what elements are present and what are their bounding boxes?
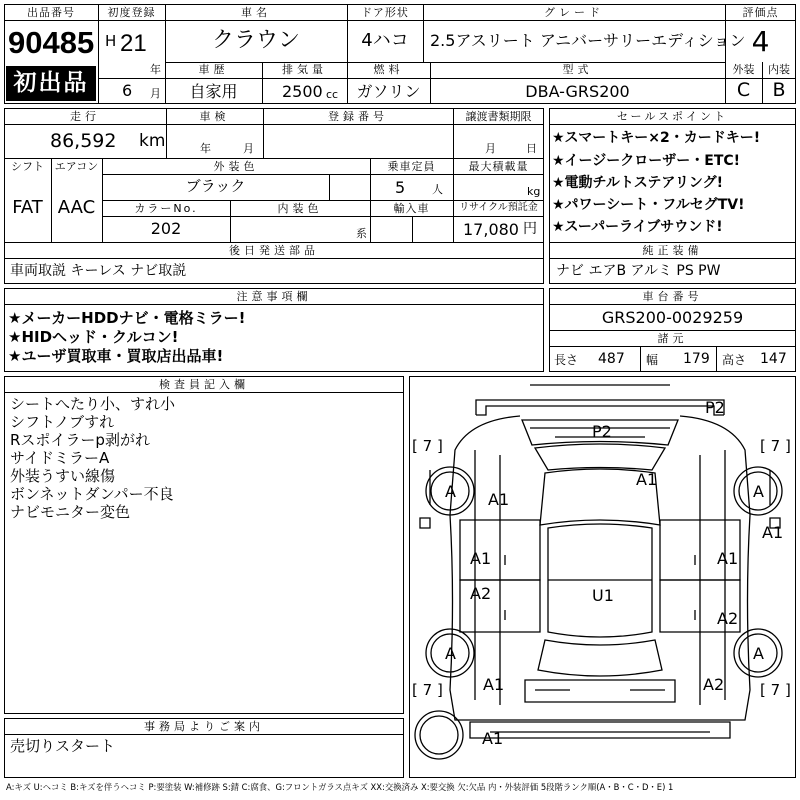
door-label: ドア形状 xyxy=(361,6,409,19)
height-label: 高さ xyxy=(722,353,747,367)
width-label: 幅 xyxy=(646,353,659,367)
score: 4 xyxy=(751,25,770,58)
exterior-label: 外装 xyxy=(732,63,755,76)
dims-label: 諸元 xyxy=(657,332,688,345)
selling-point-item: ★スーパーライブサウンド! xyxy=(552,219,723,235)
mark-a1-rl: A1 xyxy=(483,675,505,694)
int-color-unit: 系 xyxy=(356,227,367,240)
inspector-item: 外装うすい線傷 xyxy=(10,467,116,485)
mark-a2-rr: A2 xyxy=(703,675,725,694)
recycle-unit: 円 xyxy=(523,221,537,237)
shift-label: シフト xyxy=(11,160,44,173)
color-label: 外装色 xyxy=(213,160,259,173)
transfer-label: 譲渡書類期限 xyxy=(465,110,532,123)
tire-rl: 7 xyxy=(422,681,433,699)
mileage-unit: km xyxy=(139,131,166,151)
inspector-item: シフトノブすれ xyxy=(10,413,115,431)
tire-bracket-rl: [ 7 ] xyxy=(412,681,443,699)
note-item: ★HIDヘッド・クルコン! xyxy=(8,328,179,346)
length: 487 xyxy=(598,351,625,367)
import-label: 輸入車 xyxy=(393,202,430,215)
first-reg-era: H xyxy=(105,32,117,50)
inspector-item: シートへたり小、すれ小 xyxy=(10,395,176,413)
transfer-day-unit: 日 xyxy=(526,142,537,155)
load-label: 最大積載量 xyxy=(468,160,529,173)
mark-a1-fl-fender: A1 xyxy=(488,490,510,509)
exterior-grade: C xyxy=(736,79,751,101)
recycle: 17,080 xyxy=(463,220,519,239)
tire-fl: 7 xyxy=(422,437,433,455)
color: ブラック xyxy=(185,177,246,195)
later-parts: 車両取説 キーレス ナビ取説 xyxy=(10,263,187,279)
reg-no-label: 登録番号 xyxy=(328,110,388,123)
color-no: 202 xyxy=(150,219,182,238)
fuel: ガソリン xyxy=(356,82,421,101)
first-reg-month: 6 xyxy=(122,81,133,100)
door-type: 4ハコ xyxy=(361,30,409,51)
inspector-item: ボンネットダンパー不良 xyxy=(10,485,174,503)
selling-point-item: ★スマートキー×2・カードキー! xyxy=(552,130,761,146)
history-label: 車歴 xyxy=(198,63,229,76)
notes-label: 注意事項欄 xyxy=(236,290,312,303)
tire-bracket-fl: [ 7 ] xyxy=(412,437,443,455)
shift: FAT xyxy=(12,197,43,218)
mark-a-fl: A xyxy=(445,482,456,501)
mark-a2-l-rear-door: A2 xyxy=(470,584,492,603)
inspector-item: Rスポイラーp剥がれ xyxy=(10,431,150,449)
mark-u1-roof: U1 xyxy=(592,586,614,605)
car-name: クラウン xyxy=(211,28,300,53)
mileage: 86,592 xyxy=(50,130,117,152)
inspector-label: 検査員記入欄 xyxy=(159,378,249,391)
later-parts-label: 後日発送部品 xyxy=(229,244,319,257)
model-label: 型式 xyxy=(562,63,593,76)
height: 147 xyxy=(760,351,787,367)
car-name-label: 車名 xyxy=(241,6,271,19)
displacement: 2500 xyxy=(282,82,323,101)
tire-rr: 7 xyxy=(770,681,781,699)
inspection-label: 車検 xyxy=(199,110,230,123)
mark-a1-l-front-door: A1 xyxy=(470,549,492,568)
mark-a1-right: A1 xyxy=(762,523,784,542)
lot-number: 90485 xyxy=(8,25,95,60)
first-reg-year: 21 xyxy=(120,30,147,57)
capacity-unit: 人 xyxy=(432,183,443,196)
office-label: 事務局よりご案内 xyxy=(144,720,264,733)
inspection-month-unit: 月 xyxy=(243,142,254,155)
legend: A:キズ U:ヘコミ B:キズを伴うヘコミ P:要塗装 W:補修跡 S:錆 C:腐食、G:フロントガラス点キズ XX:交換済み X:要交換 欠:欠品 内・外装評価 5段階ランク順(A・B・C・D・E) 1 xyxy=(6,782,674,792)
year-unit: 年 xyxy=(150,63,161,76)
fuel-label: 燃料 xyxy=(373,63,404,76)
length-label: 長さ xyxy=(554,353,579,367)
mileage-label: 走行 xyxy=(70,110,100,123)
capacity-label: 乗車定員 xyxy=(387,160,436,173)
load-unit: kg xyxy=(527,185,541,198)
selling-points-label: セールスポイント xyxy=(616,110,728,123)
mark-a-fr: A xyxy=(753,482,764,501)
selling-point-item: ★電動チルトステアリング! xyxy=(552,175,723,191)
mark-a1-hood: A1 xyxy=(636,470,658,489)
first-listing-text: 初出品 xyxy=(13,70,89,96)
mark-a2-r-rear-door: A2 xyxy=(717,609,739,628)
width: 179 xyxy=(683,351,710,367)
score-label: 評価点 xyxy=(742,6,779,19)
month-unit: 月 xyxy=(150,87,161,100)
note-item: ★メーカーHDDナビ・電格ミラー! xyxy=(8,309,246,327)
tire-bracket-rr: [ 7 ] xyxy=(760,681,791,699)
mark-p2-glass: P2 xyxy=(592,422,612,441)
mark-a-rl: A xyxy=(445,644,456,663)
equipment: ナビ エアB アルミ PS PW xyxy=(556,263,721,279)
mark-a1-r-front: A1 xyxy=(717,549,739,568)
int-color-label: 内装色 xyxy=(277,202,323,215)
first-reg-label: 初度登録 xyxy=(107,6,156,19)
recycle-label: リサイクル預託金 xyxy=(459,202,538,213)
chassis-label: 車台番号 xyxy=(642,290,703,303)
mark-a-rr: A xyxy=(753,644,764,663)
displacement-label: 排気量 xyxy=(282,63,327,76)
note-item: ★ユーザ買取車・買取店出品車! xyxy=(8,347,224,365)
chassis-number: GRS200-0029259 xyxy=(601,308,744,327)
lot-label: 出品番号 xyxy=(27,6,75,19)
selling-point-item: ★パワーシート・フルセグTV! xyxy=(552,197,745,213)
ac-label: エアコン xyxy=(54,160,99,173)
equipment-label: 純正装備 xyxy=(642,244,703,257)
model: DBA-GRS200 xyxy=(525,82,630,101)
history: 自家用 xyxy=(189,82,238,101)
ac: AAC xyxy=(57,197,96,218)
interior-grade: B xyxy=(772,79,786,101)
capacity: 5 xyxy=(395,178,406,197)
mark-a1-bottom: A1 xyxy=(482,729,504,748)
tire-fr: 7 xyxy=(770,437,781,455)
transfer-month-unit: 月 xyxy=(485,142,496,155)
displacement-unit: cc xyxy=(326,88,339,101)
color-no-label: カラーNo. xyxy=(134,202,198,215)
inspector-item: ナビモニター変色 xyxy=(10,503,131,521)
selling-point-item: ★イージークローザー・ETC! xyxy=(552,153,741,169)
mark-p2-top: P2 xyxy=(705,398,725,417)
tire-bracket-fr: [ 7 ] xyxy=(760,437,791,455)
inspector-item: サイドミラーA xyxy=(10,449,110,467)
inspection-year-unit: 年 xyxy=(200,142,211,155)
grade-label: グレード xyxy=(544,6,604,19)
grade: 2.5アスリート アニバーサリーエディション xyxy=(430,31,746,50)
office-note: 売切りスタート xyxy=(10,737,116,755)
interior-label: 内装 xyxy=(768,63,790,76)
